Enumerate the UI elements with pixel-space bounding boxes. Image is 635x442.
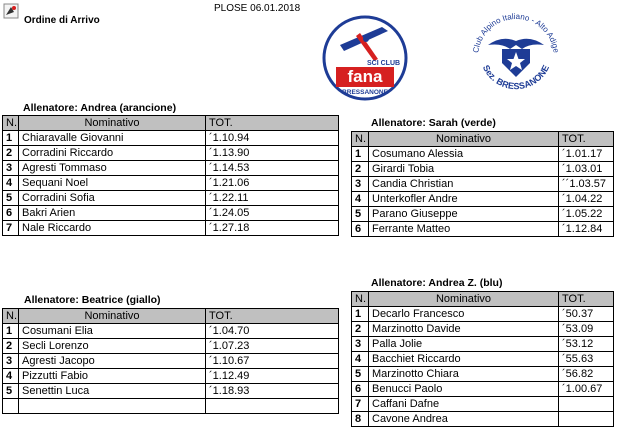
- athlete-name-cell: Pizzutti Fabio: [19, 369, 206, 384]
- athlete-name-cell: Senettin Luca: [19, 384, 206, 399]
- table-row: [352, 207, 614, 222]
- athlete-name-cell: Marzinotto Chiara: [369, 367, 559, 382]
- group-title-beatrice: Allenatore: Beatrice (giallo): [24, 294, 161, 306]
- cai-arc-bottom-text: Sez. BRESSANONE: [480, 63, 552, 92]
- athlete-name-cell: Corradini Sofia: [19, 191, 206, 206]
- athlete-name-cell: Cosumani Elia: [19, 324, 206, 339]
- athlete-name-cell: Bakri Arien: [19, 206, 206, 221]
- rank-cell: 3: [352, 177, 369, 192]
- table-row: [3, 369, 339, 384]
- table-row: [352, 352, 614, 367]
- rank-cell: 6: [352, 222, 369, 237]
- table-row: [3, 354, 339, 369]
- rank-cell: [3, 399, 19, 414]
- athlete-name-cell: Unterkofler Andre: [369, 192, 559, 207]
- col-header-name: Nominativo: [19, 116, 206, 131]
- time-cell: ´1.04.70: [206, 324, 339, 339]
- results-table-andrea-z: [351, 291, 614, 427]
- cai-logo: [466, 5, 566, 105]
- time-cell: [559, 397, 614, 412]
- athlete-name-cell: Palla Jolie: [369, 337, 559, 352]
- col-header-total: TOT.: [559, 132, 614, 147]
- athlete-name-cell: Cavone Andrea: [369, 412, 559, 427]
- table-row: [3, 161, 339, 176]
- time-cell: ´53.09: [559, 322, 614, 337]
- rank-cell: 2: [3, 339, 19, 354]
- athlete-name-cell: Marzinotto Davide: [369, 322, 559, 337]
- time-cell: ´1.22.11: [206, 191, 339, 206]
- athlete-name-cell: Agresti Tommaso: [19, 161, 206, 176]
- time-cell: ´1.14.53: [206, 161, 339, 176]
- table-row: [3, 399, 339, 414]
- col-header-total: TOT.: [559, 292, 614, 307]
- athlete-name-cell: Caffani Dafne: [369, 397, 559, 412]
- athlete-name-cell: Agresti Jacopo: [19, 354, 206, 369]
- col-header-name: Nominativo: [369, 292, 559, 307]
- rank-cell: 5: [352, 207, 369, 222]
- table-header-row: [352, 292, 614, 307]
- athlete-name-cell: Chiaravalle Giovanni: [19, 131, 206, 146]
- time-cell: [559, 412, 614, 427]
- athlete-name-cell: Girardi Tobia: [369, 162, 559, 177]
- group-title-sarah: Allenatore: Sarah (verde): [371, 117, 496, 129]
- cai-arc-top-text: Club Alpino Italiano - Alto Adige: [471, 11, 561, 54]
- table-row: [352, 192, 614, 207]
- time-cell: ´50.37: [559, 307, 614, 322]
- rank-cell: 5: [3, 384, 19, 399]
- time-cell: ´1.24.05: [206, 206, 339, 221]
- results-table-beatrice: [2, 308, 339, 414]
- table-header-row: [352, 132, 614, 147]
- table-row: [352, 147, 614, 162]
- table-row: [352, 367, 614, 382]
- time-cell: ´55.63: [559, 352, 614, 367]
- table-row: [3, 339, 339, 354]
- table-row: [352, 412, 614, 427]
- rank-cell: 4: [3, 369, 19, 384]
- time-cell: ´1.01.17: [559, 147, 614, 162]
- time-cell: ´1.21.06: [206, 176, 339, 191]
- table-row: [3, 384, 339, 399]
- rank-cell: 4: [352, 192, 369, 207]
- rank-cell: 2: [352, 162, 369, 177]
- rank-cell: 5: [352, 367, 369, 382]
- time-cell: ´´1.03.57: [559, 177, 614, 192]
- athlete-name-cell: Benucci Paolo: [369, 382, 559, 397]
- table-row: [352, 307, 614, 322]
- table-row: [352, 162, 614, 177]
- table-row: [352, 337, 614, 352]
- page-title: Ordine di Arrivo: [24, 15, 100, 26]
- time-cell: ´1.12.84: [559, 222, 614, 237]
- rank-cell: 4: [3, 176, 19, 191]
- rank-cell: 2: [3, 146, 19, 161]
- athlete-name-cell: Nale Riccardo: [19, 221, 206, 236]
- table-row: [352, 397, 614, 412]
- time-cell: ´1.13.90: [206, 146, 339, 161]
- time-cell: ´1.03.01: [559, 162, 614, 177]
- col-header-name: Nominativo: [19, 309, 206, 324]
- rank-cell: 3: [352, 337, 369, 352]
- sci-club-fana-logo: [322, 15, 408, 101]
- col-header-total: TOT.: [206, 116, 339, 131]
- sci-club-label: SCI CLUB: [367, 60, 401, 67]
- rank-cell: 1: [3, 131, 19, 146]
- table-row: [352, 322, 614, 337]
- table-row: [352, 177, 614, 192]
- group-title-andrea-z: Allenatore: Andrea Z. (blu): [371, 277, 503, 289]
- time-cell: ´1.10.94: [206, 131, 339, 146]
- athlete-name-cell: Bacchiet Riccardo: [369, 352, 559, 367]
- rank-cell: 4: [352, 352, 369, 367]
- group-title-andrea: Allenatore: Andrea (arancione): [23, 102, 177, 114]
- col-header-number: N.: [352, 292, 369, 307]
- time-cell: ´1.05.22: [559, 207, 614, 222]
- col-header-number: N.: [3, 116, 19, 131]
- table-row: [3, 221, 339, 236]
- table-row: [3, 131, 339, 146]
- results-table-sarah: [351, 131, 614, 237]
- document-date: PLOSE 06.01.2018: [214, 3, 301, 14]
- table-row: [3, 146, 339, 161]
- rank-cell: 1: [352, 307, 369, 322]
- time-cell: [206, 399, 339, 414]
- table-row: [3, 324, 339, 339]
- svg-text:Club Alpino Italiano - Alto Ad: [471, 12, 561, 54]
- bressanone-label: BRESSANONE: [342, 89, 388, 96]
- col-header-number: N.: [352, 132, 369, 147]
- athlete-name-cell: Sequani Noel: [19, 176, 206, 191]
- athlete-name-cell: Decarlo Francesco: [369, 307, 559, 322]
- athlete-name-cell: Parano Giuseppe: [369, 207, 559, 222]
- table-row: [3, 191, 339, 206]
- time-cell: ´1.04.22: [559, 192, 614, 207]
- athlete-name-cell: Candia Christian: [369, 177, 559, 192]
- rank-cell: 1: [352, 147, 369, 162]
- time-cell: ´53.12: [559, 337, 614, 352]
- time-cell: ´1.12.49: [206, 369, 339, 384]
- results-table-andrea: [2, 115, 339, 236]
- rank-cell: 2: [352, 322, 369, 337]
- table-row: [352, 382, 614, 397]
- rank-cell: 3: [3, 354, 19, 369]
- rank-cell: 6: [352, 382, 369, 397]
- rank-cell: 7: [352, 397, 369, 412]
- table-row: [3, 206, 339, 221]
- athlete-name-cell: Secli Lorenzo: [19, 339, 206, 354]
- fana-label: fana: [347, 67, 383, 86]
- rank-cell: 3: [3, 161, 19, 176]
- athlete-name-cell: Corradini Riccardo: [19, 146, 206, 161]
- time-cell: ´56.82: [559, 367, 614, 382]
- table-header-row: [3, 116, 339, 131]
- table-header-row: [3, 309, 339, 324]
- col-header-number: N.: [3, 309, 19, 324]
- table-row: [352, 222, 614, 237]
- document-icon: [3, 3, 19, 19]
- time-cell: ´1.27.18: [206, 221, 339, 236]
- table-row: [3, 176, 339, 191]
- col-header-total: TOT.: [206, 309, 339, 324]
- time-cell: ´1.07.23: [206, 339, 339, 354]
- rank-cell: 1: [3, 324, 19, 339]
- time-cell: ´1.18.93: [206, 384, 339, 399]
- col-header-name: Nominativo: [369, 132, 559, 147]
- rank-cell: 7: [3, 221, 19, 236]
- rank-cell: 8: [352, 412, 369, 427]
- time-cell: ´1.10.67: [206, 354, 339, 369]
- athlete-name-cell: Ferrante Matteo: [369, 222, 559, 237]
- athlete-name-cell: [19, 399, 206, 414]
- rank-cell: 5: [3, 191, 19, 206]
- rank-cell: 6: [3, 206, 19, 221]
- athlete-name-cell: Cosumano Alessia: [369, 147, 559, 162]
- time-cell: ´1.00.67: [559, 382, 614, 397]
